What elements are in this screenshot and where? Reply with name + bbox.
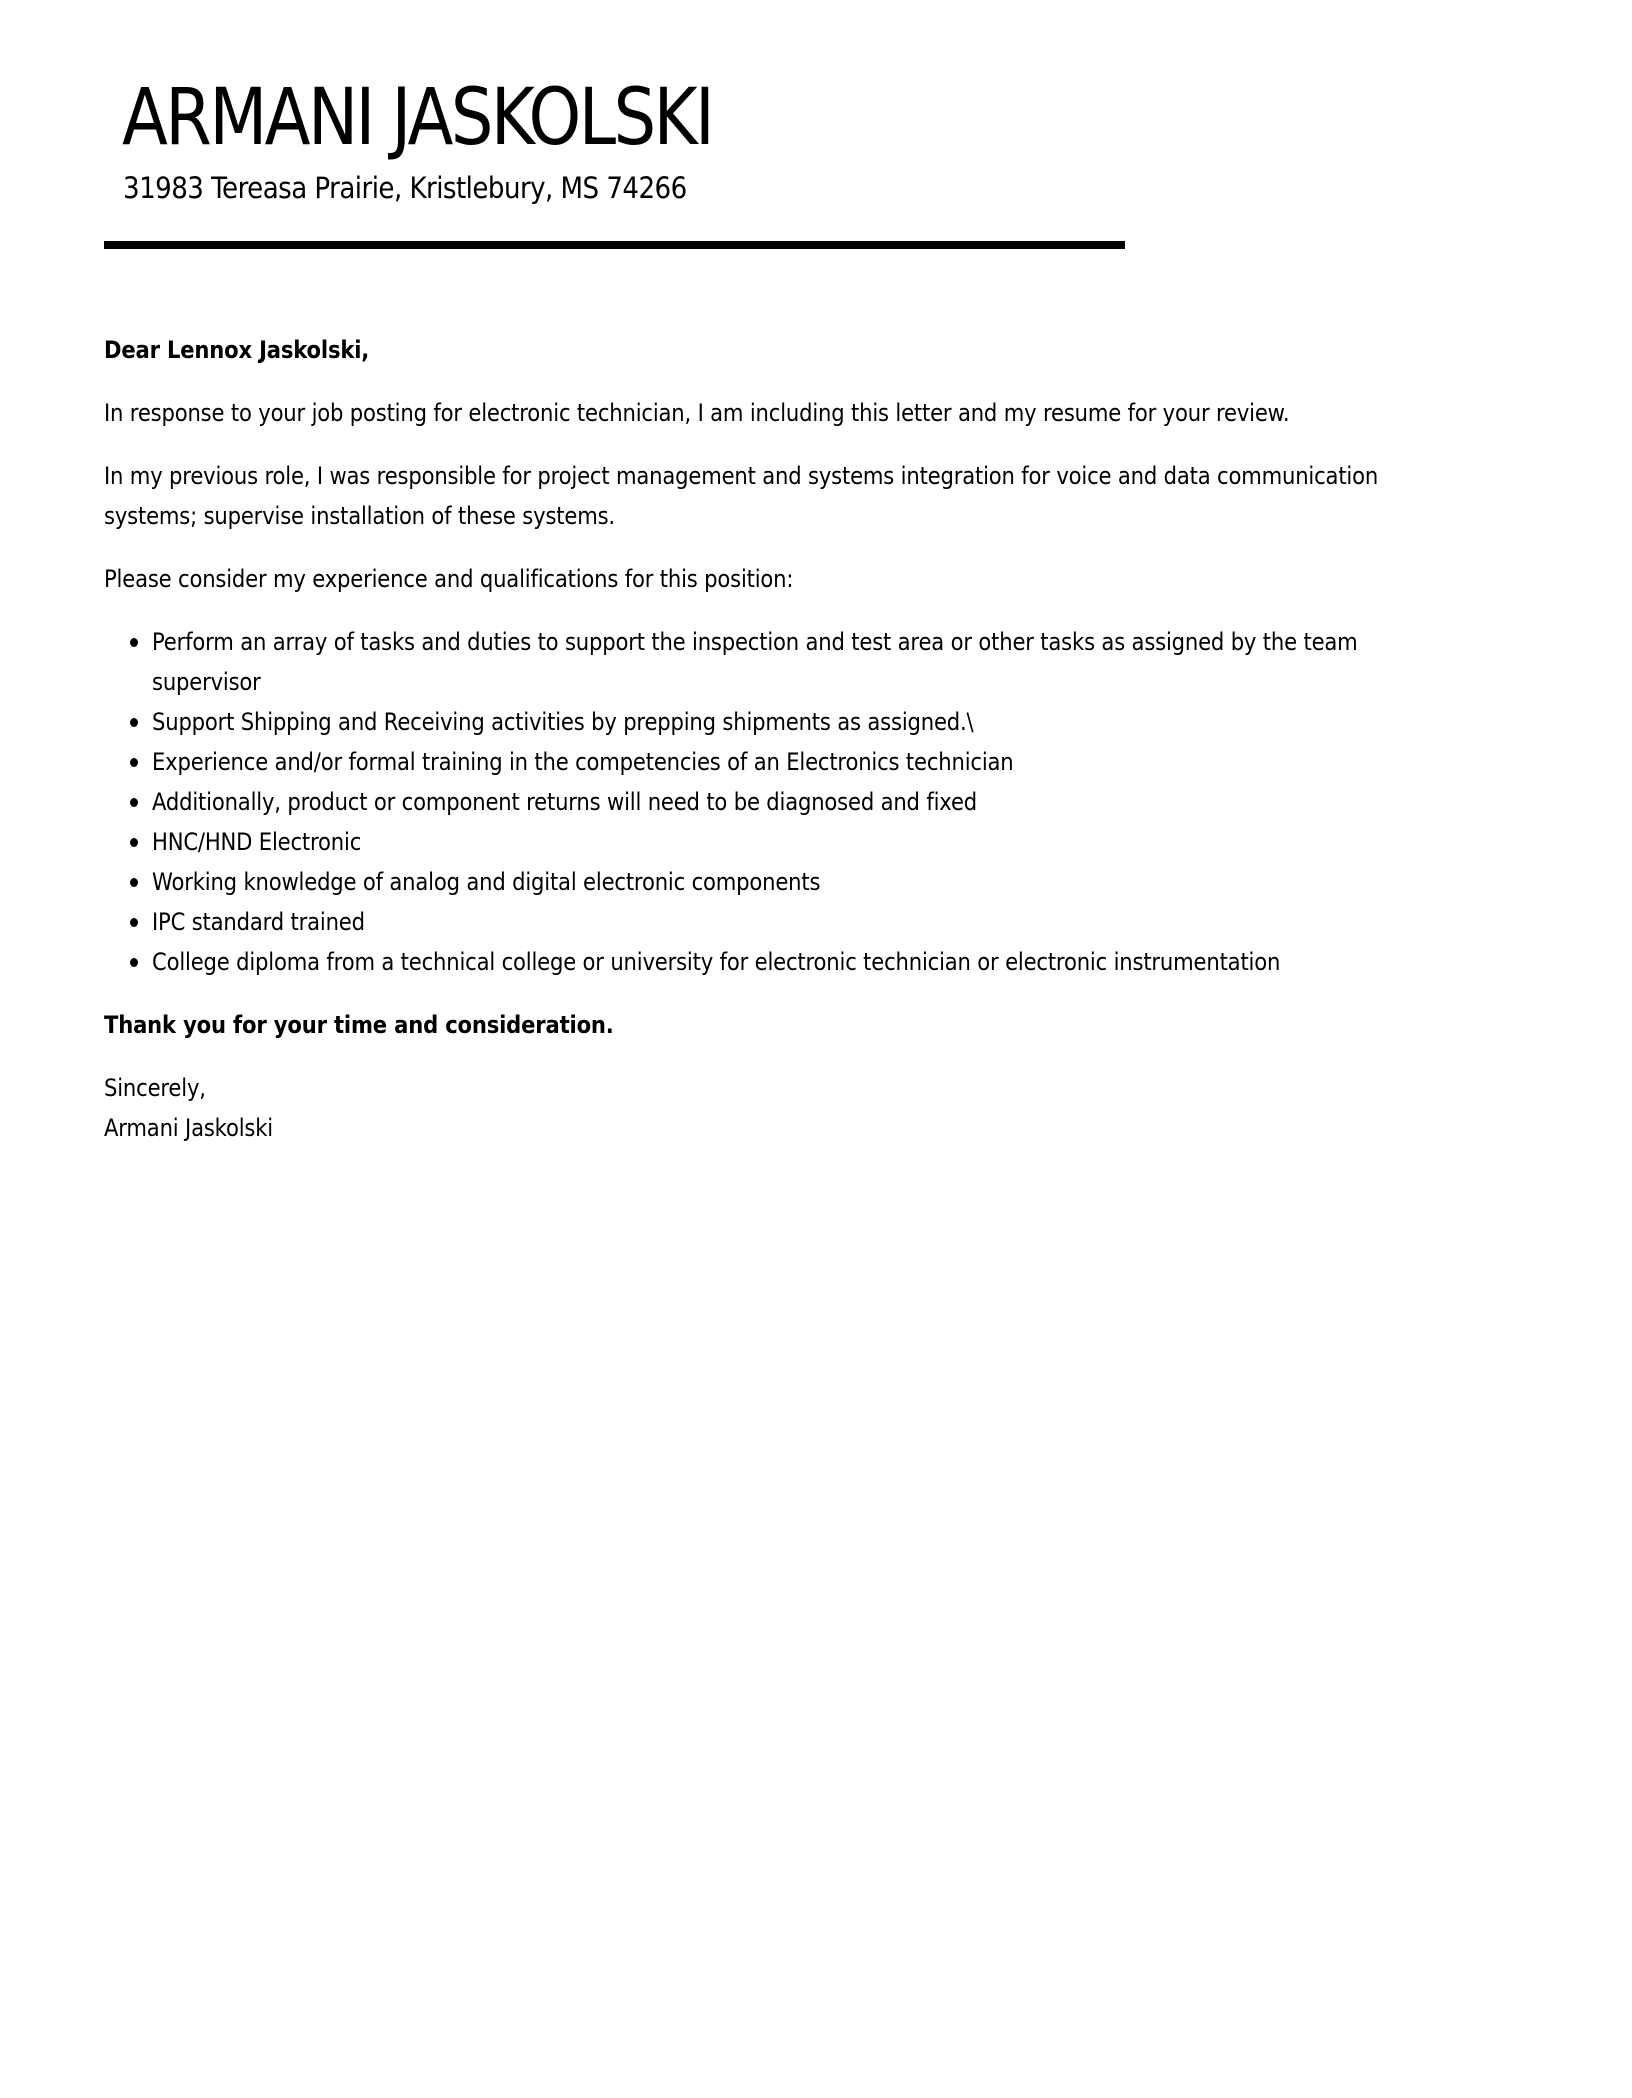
list-item: Experience and/or formal training in the competencies of an Electronics technician bbox=[104, 742, 1524, 782]
list-item: HNC/HND Electronic bbox=[104, 822, 1524, 862]
qualifications-list bbox=[104, 622, 1524, 982]
list-item: Additionally, product or component returns will need to be diagnosed and fixed bbox=[104, 782, 1524, 822]
salutation: Dear Lennox Jaskolski, bbox=[104, 336, 370, 364]
qualifications-intro: Please consider my experience and qualifications for this position: bbox=[104, 565, 794, 593]
list-item: College diploma from a technical college or university for electronic technician or electronic instrumentation bbox=[104, 942, 1524, 982]
list-item: Support Shipping and Receiving activities by prepping shipments as assigned.\ bbox=[104, 702, 1524, 742]
signature: Armani Jaskolski bbox=[104, 1114, 273, 1142]
header-divider bbox=[104, 241, 1125, 249]
list-item: Perform an array of tasks and duties to support the inspection and test area or other tasks as assigned by the team supervisor bbox=[104, 622, 1524, 702]
list-item: IPC standard trained bbox=[104, 902, 1524, 942]
letter-body bbox=[104, 330, 1524, 1148]
signoff: Sincerely, bbox=[104, 1074, 206, 1102]
applicant-name: ARMANI JASKOLSKI bbox=[122, 73, 713, 163]
experience-paragraph: In my previous role, I was responsible for project management and systems integration for voice and data communication systems; supervise installation of these systems. bbox=[104, 462, 1379, 530]
closing-line: Thank you for your time and consideration. bbox=[104, 1011, 614, 1039]
intro-paragraph: In response to your job posting for electronic technician, I am including this letter and my resume for your review. bbox=[104, 399, 1290, 427]
list-item: Working knowledge of analog and digital electronic components bbox=[104, 862, 1524, 902]
applicant-address: 31983 Tereasa Prairie, Kristlebury, MS 74266 bbox=[123, 171, 687, 205]
